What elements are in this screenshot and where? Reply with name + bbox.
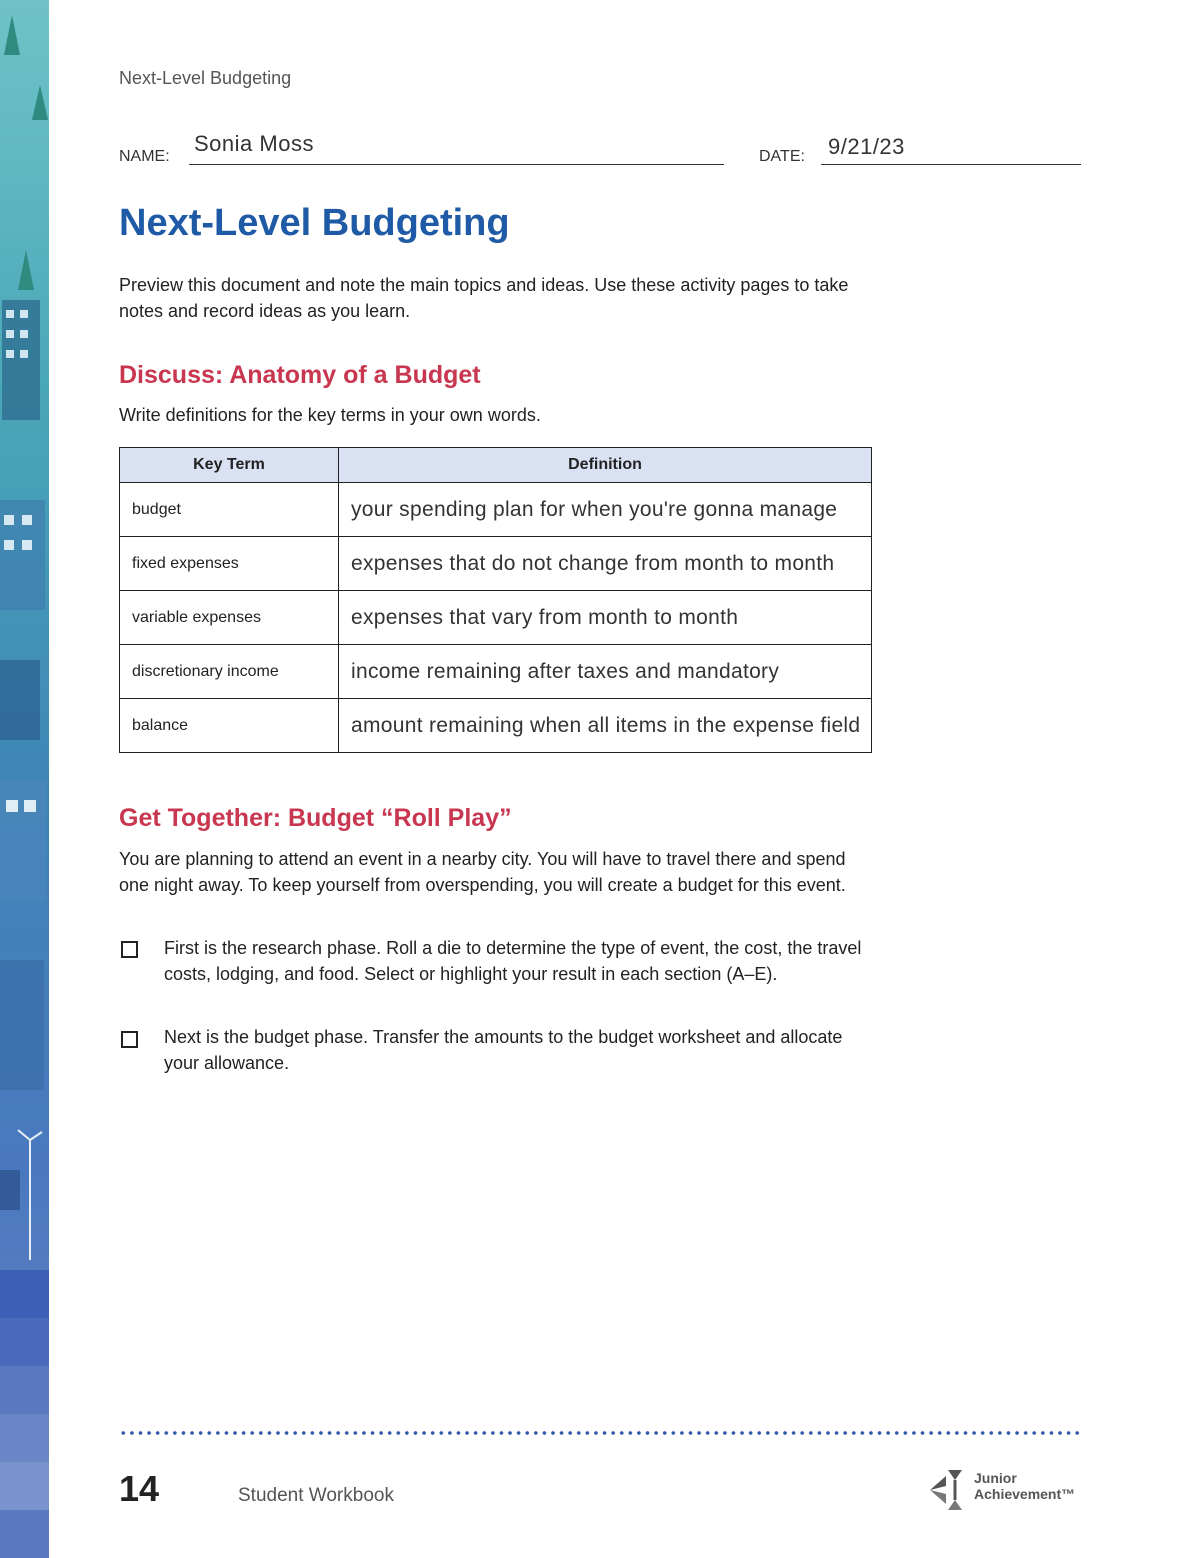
date-underline bbox=[821, 164, 1081, 165]
discuss-heading: Discuss: Anatomy of a Budget bbox=[119, 361, 481, 389]
junior-achievement-logo bbox=[926, 1466, 1086, 1512]
workbook-label: Student Workbook bbox=[238, 1485, 394, 1506]
date-field[interactable]: 9/21/23 bbox=[828, 134, 905, 159]
page-number: 14 bbox=[119, 1468, 160, 1509]
definition-field[interactable]: amount remaining when all items in the expense field bbox=[339, 699, 872, 753]
table-row bbox=[120, 537, 872, 591]
get-together-body: You are planning to attend an event in a nearby city. You will have to travel there and spend one night away. To keep yourself from overspending, you will create a budget for this event. bbox=[119, 849, 846, 895]
column-header-key-term: Key Term bbox=[120, 448, 339, 483]
table-header-row bbox=[120, 448, 872, 483]
name-underline bbox=[189, 164, 724, 165]
checkbox-research-phase[interactable] bbox=[121, 941, 138, 958]
logo-line-2: Achievement™ bbox=[974, 1486, 1076, 1502]
key-term-cell: discretionary income bbox=[120, 645, 339, 699]
table-row bbox=[120, 483, 872, 537]
discuss-instruction: Write definitions for the key terms in your own words. bbox=[119, 405, 541, 425]
key-term-cell: balance bbox=[120, 699, 339, 753]
table-row bbox=[120, 699, 872, 753]
key-term-cell: fixed expenses bbox=[120, 537, 339, 591]
table-row bbox=[120, 645, 872, 699]
key-term-cell: budget bbox=[120, 483, 339, 537]
table-row bbox=[120, 591, 872, 645]
page-title: Next-Level Budgeting bbox=[119, 202, 510, 244]
checkbox-budget-phase[interactable] bbox=[121, 1031, 138, 1048]
get-together-heading: Get Together: Budget “Roll Play” bbox=[119, 804, 512, 832]
logo-line-1: Junior bbox=[974, 1470, 1017, 1486]
column-header-definition: Definition bbox=[339, 448, 872, 483]
date-label: DATE: bbox=[759, 148, 805, 165]
budget-phase-text: Next is the budget phase. Transfer the amounts to the budget worksheet and allocate your allowance. bbox=[164, 1027, 843, 1073]
name-field[interactable]: Sonia Moss bbox=[194, 131, 314, 156]
footer-dotted-divider bbox=[119, 1430, 1081, 1436]
name-label: NAME: bbox=[119, 148, 170, 165]
key-terms-table bbox=[119, 447, 872, 753]
key-term-cell: variable expenses bbox=[120, 591, 339, 645]
definition-field[interactable]: your spending plan for when you're gonna manage bbox=[339, 483, 872, 537]
side-illustration bbox=[0, 0, 49, 1558]
definition-field[interactable]: expenses that do not change from month to month bbox=[339, 537, 872, 591]
definition-field[interactable]: income remaining after taxes and mandatory bbox=[339, 645, 872, 699]
definition-field[interactable]: expenses that vary from month to month bbox=[339, 591, 872, 645]
ja-logo-icon bbox=[926, 1466, 970, 1512]
intro-text: Preview this document and note the main topics and ideas. Use these activity pages to take notes and record ideas as you learn. bbox=[119, 275, 849, 321]
research-phase-text: First is the research phase. Roll a die to determine the type of event, the cost, the travel costs, lodging, and food. Select or highlight your result in each section (A–E). bbox=[164, 938, 862, 984]
running-header: Next-Level Budgeting bbox=[119, 68, 292, 88]
